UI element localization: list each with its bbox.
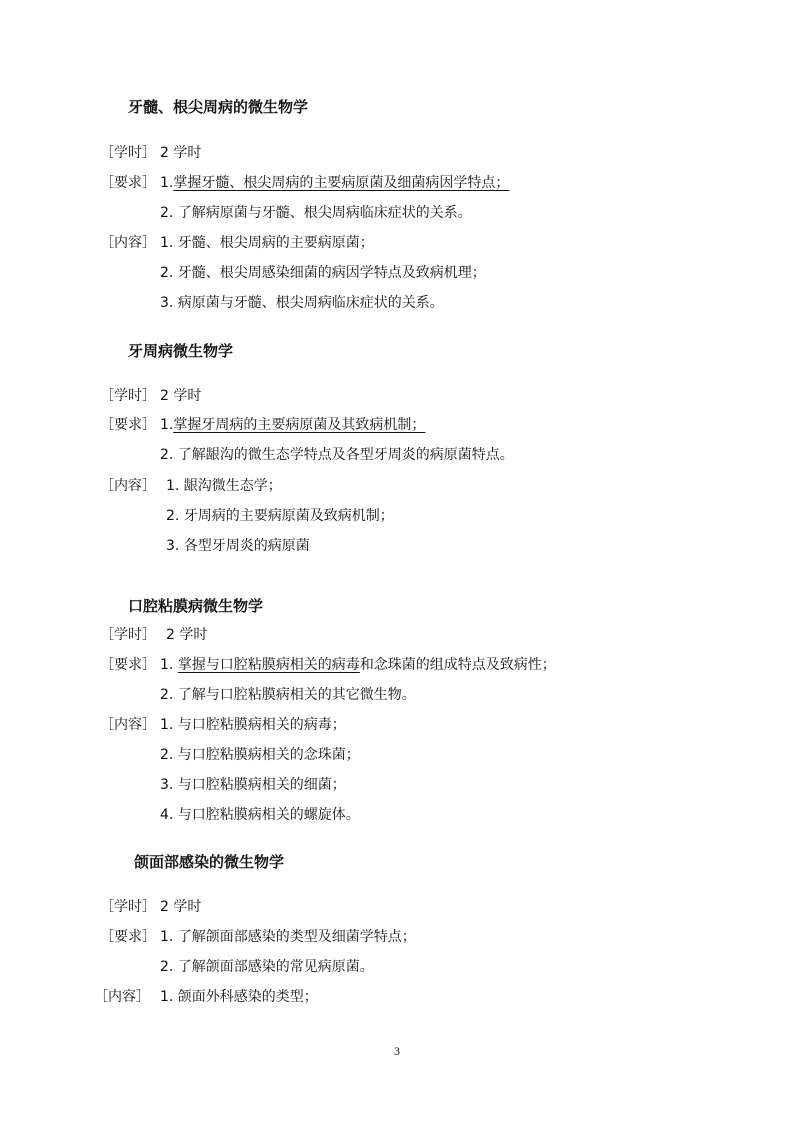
item-number: 1. [160,175,174,191]
requirement-item [160,416,425,434]
section-title: 口腔粘膜病微生物学 [128,597,264,615]
hours-label: ［学时］ [100,899,156,915]
requirement-rest: 和念珠菌的组成特点及致病性； [359,657,556,673]
requirement-item: 1. 了解颌面部感染的类型及细菌学特点； [160,929,416,945]
content-item: 2. 与口腔粘膜病相关的念珠菌； [160,747,360,763]
page-number: 3 [394,1044,400,1058]
requirement-item: 2. 了解龈沟的微生态学特点及各型牙周炎的病原菌特点。 [160,447,514,463]
requirement-item [160,174,509,192]
requirements-label: ［要求］ [100,417,156,433]
hours-value: 2 学时 [160,388,202,404]
content-item: 3. 病原菌与牙髓、根尖周病临床症状的关系。 [160,295,444,311]
requirements-label: ［要求］ [100,929,156,945]
content-item: 1. 龈沟微生态学； [166,478,282,494]
hours-label: ［学时］ [100,388,156,404]
hours-label: ［学时］ [100,627,156,643]
content-item: 3. 各型牙周炎的病原菌 [166,538,310,554]
content-label: ［内容］ [100,717,156,733]
requirement-item: 2. 了解与口腔粘膜病相关的其它微生物。 [160,687,416,703]
content-item: 1. 颌面外科感染的类型； [160,989,318,1005]
content-item: 2. 牙周病的主要病原菌及致病机制； [166,508,394,524]
content-item: 1. 牙髓、根尖周病的主要病原菌； [160,235,374,251]
hours-value: 2 学时 [160,145,202,161]
hours-label: ［学时］ [100,145,156,161]
content-item: 1. 与口腔粘膜病相关的病毒； [160,717,346,733]
content-label: ［内容］ [100,235,156,251]
hours-value: 2 学时 [160,899,202,915]
section-title: 牙髓、根尖周病的微生物学 [128,98,309,116]
section-title: 牙周病微生物学 [128,342,234,360]
requirements-label: ［要求］ [100,175,156,191]
item-number: 1. [160,417,174,433]
content-item: 4. 与口腔粘膜病相关的螺旋体。 [160,807,360,823]
content-item: 2. 牙髓、根尖周感染细菌的病因学特点及致病机理； [160,265,486,281]
content-item: 3. 与口腔粘膜病相关的细菌； [160,777,346,793]
section-title: 颌面部感染的微生物学 [134,853,285,871]
content-label: ［内容］ [94,989,150,1005]
requirements-label: ［要求］ [100,657,156,673]
underlined-text: 掌握与口腔粘膜病相关的病毒 [177,657,360,673]
requirement-item: 2. 了解病原菌与牙髓、根尖周病临床症状的关系。 [160,205,472,221]
requirement-item: 2. 了解颌面部感染的常见病原菌。 [160,959,374,975]
hours-value: 2 学时 [166,627,208,643]
item-number: 1. [160,657,174,673]
underlined-text: 掌握牙髓、根尖周病的主要病原菌及细菌病因学特点； [173,175,510,191]
requirement-item [160,656,556,674]
content-label: ［内容］ [100,478,156,494]
underlined-text: 掌握牙周病的主要病原菌及其致病机制； [173,417,426,433]
